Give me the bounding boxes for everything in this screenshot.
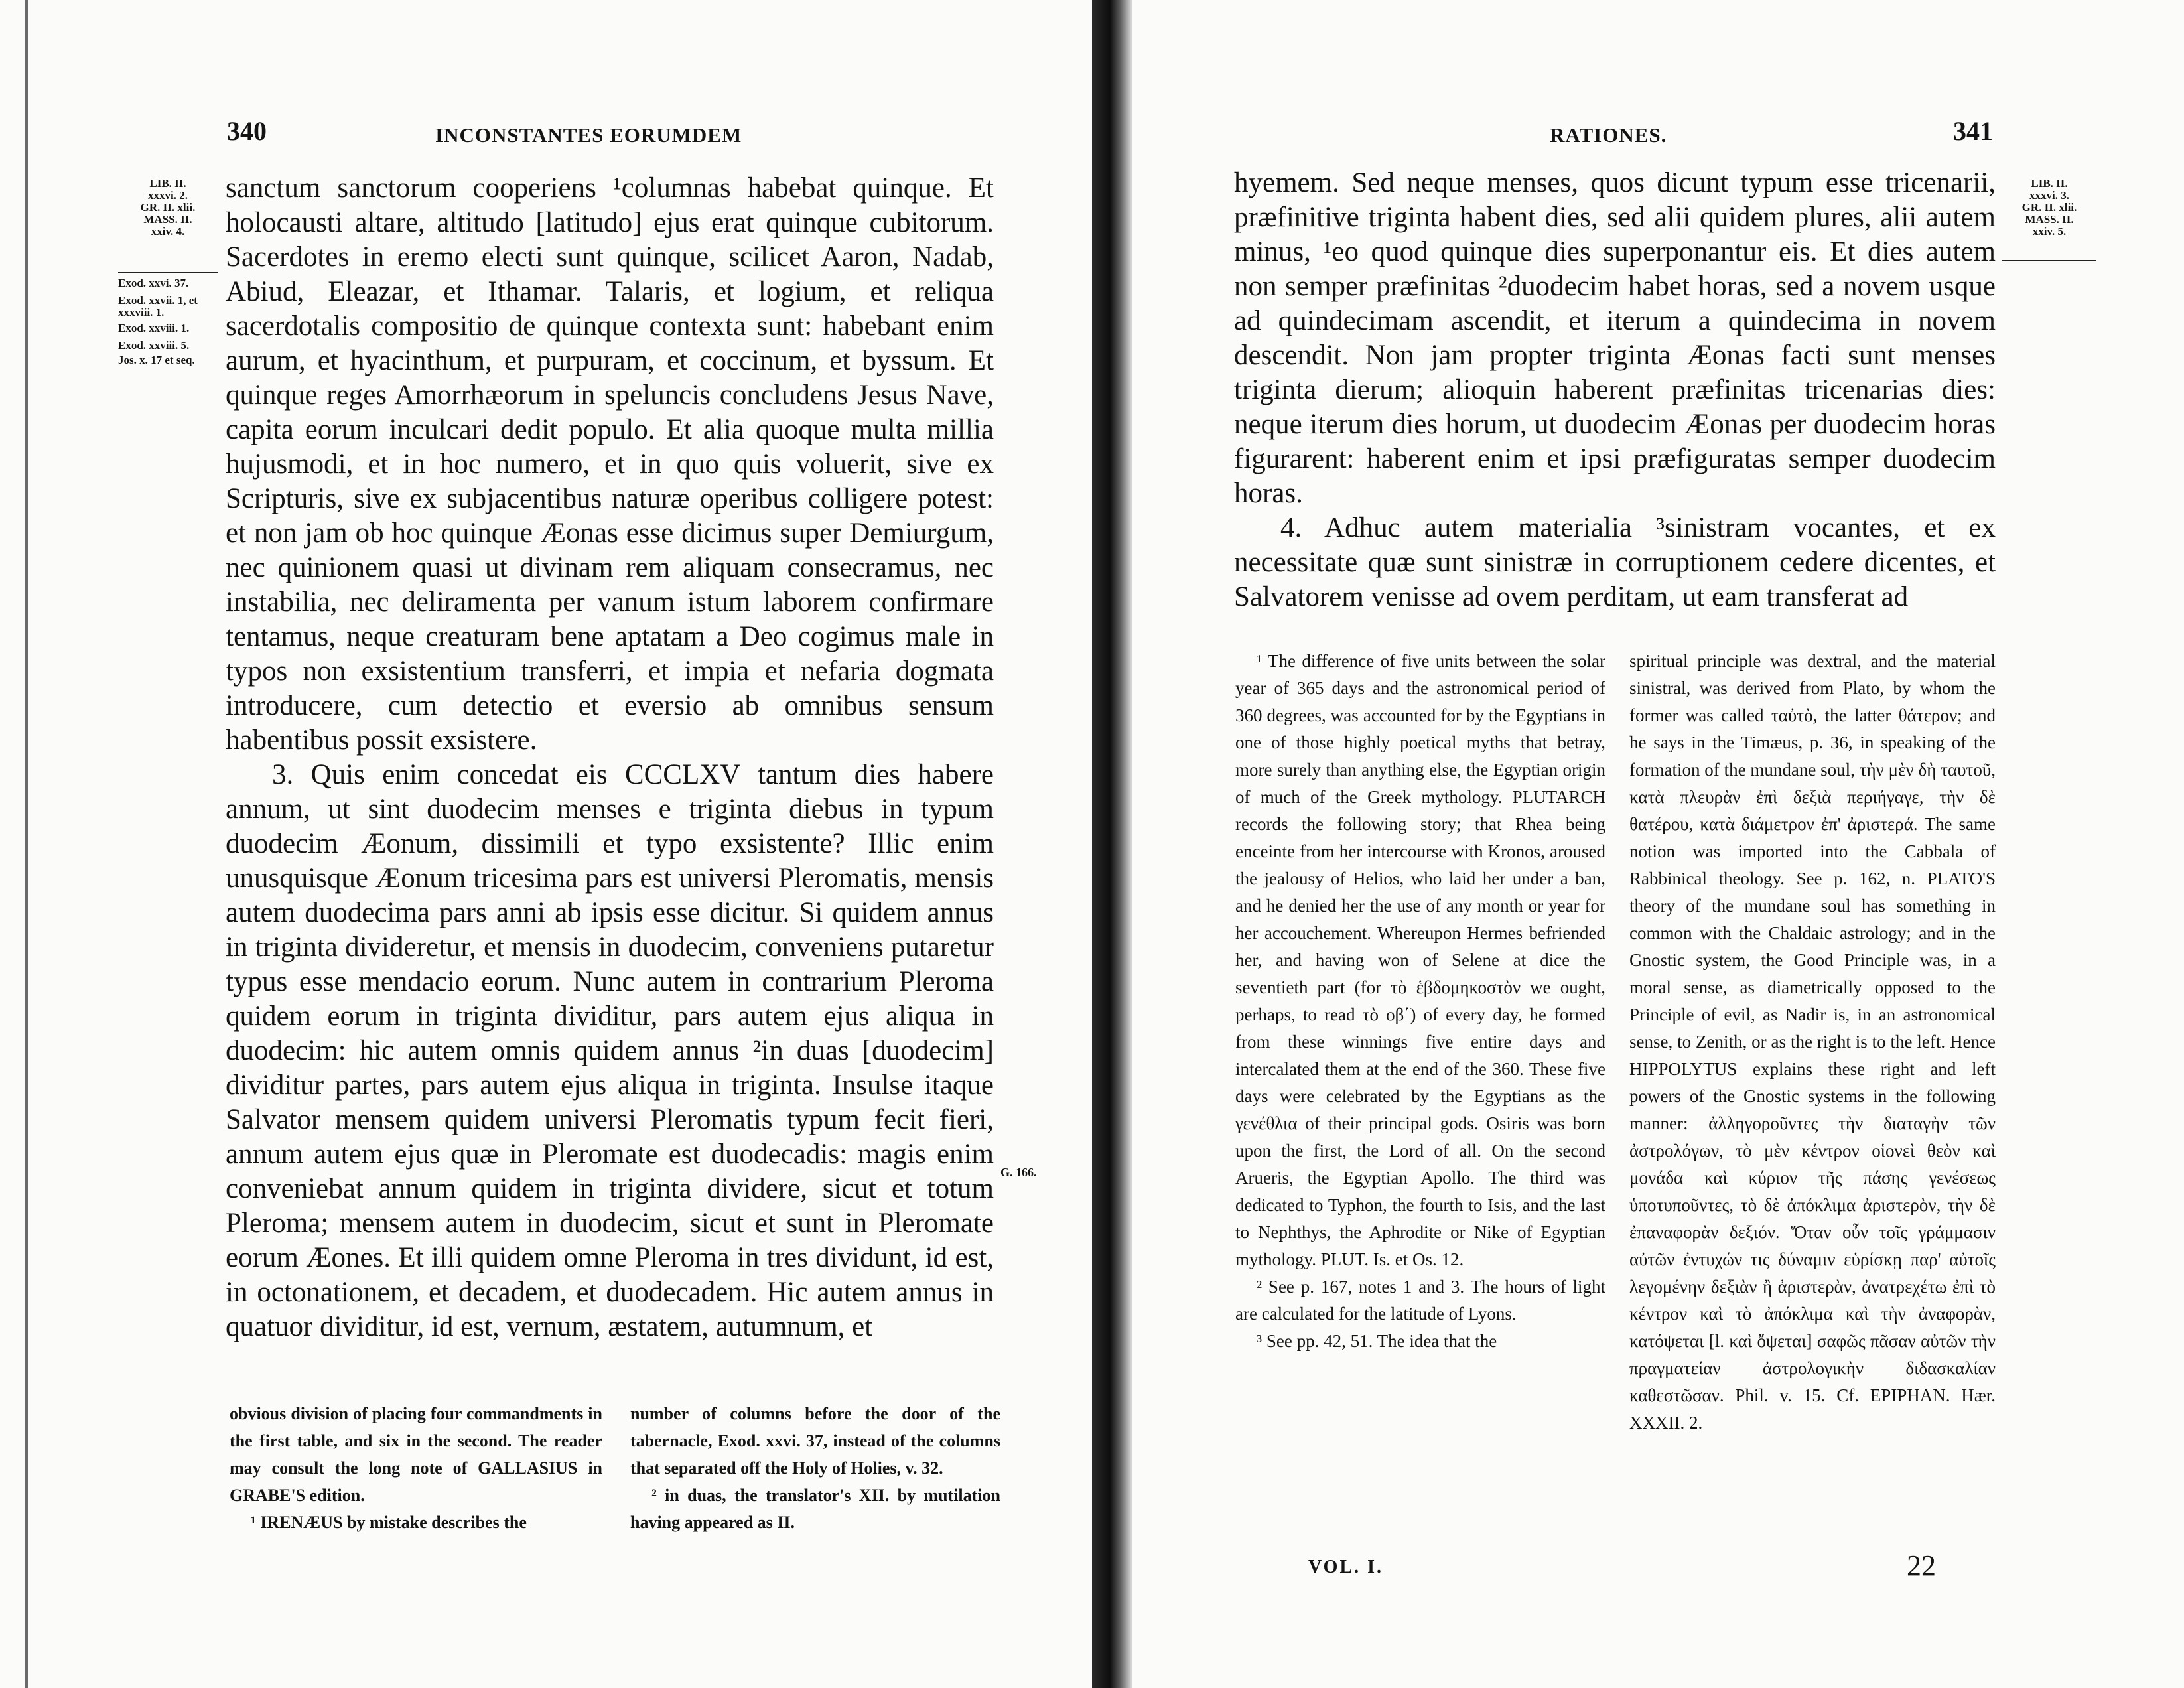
footnote: number of columns before the door of the tabernacle, Exod. xxvi. 37, instead of the columns that separated off the Holy of Holies, v. 32. [630,1404,1000,1478]
margin-mass-sub: xxiv. 5. [2032,225,2067,238]
margin-ref: Exod. xxviii. 1. [118,322,190,334]
grabe-page-ref: G. 166. [1000,1166,1037,1179]
margin-gr: GR. II. xlii. [2021,201,2077,214]
margin-citation-top-right [2002,178,2096,238]
margin-ref: Exod. xxviii. 5. [118,339,190,352]
margin-ref: Jos. x. 17 et seq. [118,354,195,366]
margin-scripture-refs [118,277,218,373]
margin-rule-right [2002,260,2096,261]
margin-lib-sub: xxxvi. 3. [2029,189,2069,202]
footnotes-right-col2 [1629,648,1996,1437]
paragraph: hyemem. Sed neque menses, quos dicunt typum esse tricenarii, præfinitive triginta habent dies, sed alii quidem plures, alii autem minus, ¹eo quod quinque dies superponantur eis. Et dies autem non semper præfinitas ²duodecim habet horas, sed a novem usque ad quindecimam ascendit, et iterum a quindecima in novem descendit. Non jam propter triginta Æonas facti sunt menses triginta dierum; alioquin haberent præfinitas tricenarias dies: neque iterum dies horum, ut duodecim Æonas per duodecim horas figurarent: haberent enim et ipsi præfiguratas semper duodecim horas. [1234,167,1996,509]
margin-mass-sub: xxiv. 4. [151,225,185,238]
paragraph: sanctum sanctorum cooperiens ¹columnas habebat quinque. Et holocausti altare, altitudo [latitudo] ejus erat quinque cubitorum. Sacerdotes in eremo electi sunt quinque, scilicet Aaron, Nadab, Abiud, Eleazar, et Ithamar. Talaris, et logium, et reliqua sacerdotalis compositio de quinque contexta sunt: habebant enim aurum, et hyacinthum, et purpuram, et coccinum, et byssum. Et quinque reges Amorrhæorum in speluncis concludens Jesus Nave, capita eorum inculcari dedit populo. Et alia quoque multa millia hujusmodi, et in hoc numero, et in quo quis voluerit, sive ex Scripturis, sive ex subjacentibus naturæ operibus colligere potest: et non jam ob hoc quinque Æonas esse dicimus super Demiurgum, nec quinionem quasi ut divinam rem aliquam consecramus, nec instabilia, nec deliramenta per vanum istum laborem confirmare tentamus, neque creaturam bene aptatam a Deo cogimus male in typos non exsistentium transferri, et impia et nefaria dogmata introducere, cum detectio et eversio ab omnibus sensum habentibus possit exsistere. [226,173,994,756]
main-text-left [226,171,994,1344]
page-number-left: 340 [227,116,267,146]
margin-rule-left [118,272,218,273]
running-head-left: INCONSTANTES EORUMDEM [435,123,742,147]
page-edge-line [25,0,28,1688]
footnote: ¹ IRENÆUS by mistake describes the [251,1513,527,1532]
margin-ref: Exod. xxvi. 37. [118,277,189,289]
footnote: ² in duas, the translator's XII. by mutilation having appeared as II. [630,1486,1000,1532]
main-text-right [1234,166,1996,614]
paragraph-section-4: 4. Adhuc autem materialia ³sinistram vocantes, et ex necessitate quæ sunt sinistræ in corruptionem cedere dicentes, et Salvatorem venisse ad ovem perditam, ut eam transferat ad [1234,512,1996,612]
footnote: obvious division of placing four commandments in the first table, and six in the second. The reader may consult the long note of GALLASIUS in GRABE'S edition. [230,1404,602,1505]
footnotes-left-col2 [630,1400,1000,1536]
page-number-right: 341 [1953,116,1993,146]
margin-mass: MASS. II. [143,213,192,226]
footnote: ¹ The difference of five units between the solar year of 365 days and the astronomical period of 360 degrees, was accounted for by the Egyptians in one of those highly poetical myths that betray, more surely than anything else, the Egyptian origin of much of the Greek mythology. PLUTARCH records the following story; that Rhea being enceinte from her intercourse with Kronos, aroused the jealousy of Helios, who laid her under a ban, and he denied her the use of any month or year for her accouchement. Whereupon Hermes befriended her, and having won of Selene at dice the seventieth part (for τὸ ἑβδομηκοστὸν we ought, perhaps, to read τὸ οβ΄) of every day, he formed from these winnings five entire days and intercalated them at the end of the 360. These five days were celebrated by the Egyptians as the γενέθλια of their principal gods. Osiris was born upon the first, the Lord of all. On the second Arueris, the Egyptian Apollo. The third was dedicated to Typhon, the fourth to Isis, and the last to Nephthys, the Aphrodite or Nike of Egyptian mythology. PLUT. Is. et Os. 12. [1235,651,1605,1269]
footnotes-left-col1 [230,1400,602,1536]
paragraph-section-3: 3. Quis enim concedat eis CCCLXV tantum dies habere annum, ut sint duodecim menses e triginta diebus in typum duodecim Æonum, dissimili et typo exsistente? Illic enim unusquisque Æonum tricesima pars est universi Pleromatis, mensis autem duodecima pars anni ab ipsis esse dicitur. Si quidem annus in triginta divideretur, et mensis in duodecim, conveniens putaretur typus esse mendacio eorum. Nunc autem in contrarium Pleroma quidem eorum in triginta dividitur, pars autem ejus aliqua in duodecim: hic autem omnis quidem annus ²in duas [duodecim] dividitur partes, pars autem ejus aliqua in triginta. Insulse itaque Salvator mensem quidem universi Pleromatis typum fecit fieri, annum autem ejus quæ in Pleromate est duodecadis: magis enim conveniebat annum quidem in triginta dividere, sicut et totum Pleroma; mensem autem in duodecim, sicut et sunt in Pleromate eorum Æones. Et illi quidem omne Pleroma in tres dividunt, id est, in octonationem, et decadem, et duodecadem. Hic autem annus in quatuor dividitur, id est, vernum, æstatem, autumnum, et [226,759,994,1342]
margin-lib: LIB. II. [149,177,186,190]
footnote: ³ See pp. 42, 51. The idea that the [1257,1331,1497,1351]
footnote: ² See p. 167, notes 1 and 3. The hours of light are calculated for the latitude of Lyons. [1235,1277,1605,1324]
book-gutter [1092,0,1132,1688]
footnote-continued: spiritual principle was dextral, and the material sinistral, was derived from Plato, by whom the former was called ταὐτὸ, the latter θάτερον; and he says in the Timæus, p. 36, in speaking of the formation of the mundane soul, τὴν μὲν δὴ ταυτοῦ, κατὰ πλευρὰν ἐπὶ δεξιὰ περιήγαγε, τὴν δὲ θατέρου, κατὰ διάμετρον ἐπ' ἀριστερά. The same notion was imported into the Cabbala of Rabbinical theology. See p. 162, n. PLATO'S theory of the mundane soul has something in common with the Chaldaic astrology; and in the Gnostic system, the Good Principle was, in a moral sense, as diametrically opposed to the Principle of evil, as Nadir is, in an astronomical sense, to Zenith, or as the right is to the left. Hence HIPPOLYTUS explains these right and left powers of the Gnostic systems in the following manner: ἀλληγοροῦντες τὴν διαταγὴν τῶν ἀστρολόγων, τὸ μὲν κέντρον οἱονεὶ θεὸν καὶ μονάδα καὶ κύριον τῆς πάσης γενέσεως ὑποτυποῦντες, τὸ δὲ ἀπόκλιμα ἀριστερὸν, τὴν δὲ ἐπαναφορὰν δεξιόν. Ὅταν οὖν τοῖς γράμμασιν αὐτῶν ἐντυχών τις δύναμιν εὑρίσκῃ παρ' αὐτοῖς λεγομένην δεξιὰν ἢ ἀριστερὰν, ἀνατρεχέτω ἐπὶ τὸ κέντρον καὶ τὸ ἀπόκλιμα καὶ τὴν ἀναφορὰν, κατόψεται [l. καὶ ὄψεται] σαφῶς πᾶσαν αὐτῶν τὴν πραγματείαν ἀστρολογικὴν διδασκαλίαν καθεστῶσαν. Phil. v. 15. Cf. EPIPHAN. Hær. XXXII. 2. [1629,651,1996,1433]
margin-gr: GR. II. xlii. [140,201,196,214]
right-page [1132,0,2184,1688]
margin-lib: LIB. II. [2031,177,2068,190]
margin-citation-top-left [118,178,218,238]
margin-lib-sub: xxxvi. 2. [148,189,188,202]
footnotes-right-col1 [1235,648,1605,1355]
signature-mark: 22 [1907,1549,1936,1582]
margin-ref: Exod. xxvii. 1, et xxxviii. 1. [118,294,198,318]
volume-label: VOL. I. [1308,1557,1384,1577]
margin-mass: MASS. II. [2025,213,2074,226]
running-head-right: RATIONES. [1550,123,1667,147]
